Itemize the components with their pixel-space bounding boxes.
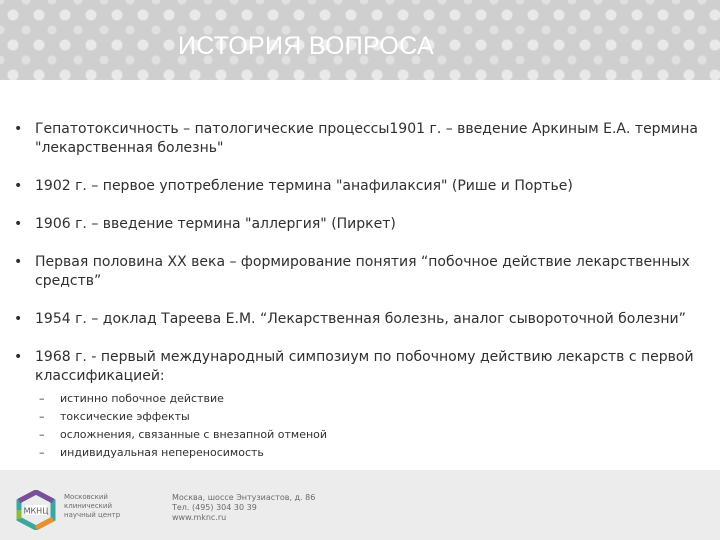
- sub-bullet-marker: –: [39, 410, 45, 423]
- list-item: [10, 120, 700, 158]
- sub-item-text: токсические эффекты: [60, 410, 190, 423]
- contact-info: [172, 493, 315, 523]
- sub-list-item: [35, 408, 700, 426]
- logo-line: Московский: [64, 493, 108, 501]
- bullet-marker: •: [14, 254, 23, 270]
- bullet-list: [10, 120, 700, 481]
- bullet-text: Первая половина XX века – формирование понятия “побочное действие лекарственных средств”: [35, 254, 690, 289]
- sub-list: [35, 390, 700, 462]
- sub-bullet-marker: –: [39, 428, 45, 441]
- logo-org-name: [64, 493, 154, 520]
- bullet-marker: •: [14, 349, 23, 365]
- sub-item-text: истинно побочное действие: [60, 392, 224, 405]
- list-item: [10, 215, 700, 234]
- list-item: [10, 348, 700, 462]
- bullet-text: Гепатотоксичность – патологические процессы1901 г. – введение Аркиным Е.А. термина "лекарственная болезнь": [35, 121, 698, 156]
- contact-website: www.mknc.ru: [172, 513, 227, 522]
- bullet-marker: •: [14, 216, 23, 232]
- logo-abbr: МКНЦ: [23, 506, 49, 516]
- contact-phone: Тел. (495) 304 30 39: [172, 503, 257, 512]
- sub-list-item: [35, 444, 700, 462]
- bullet-marker: •: [14, 311, 23, 327]
- bullet-text: 1902 г. – первое употребление термина "анафилаксия" (Рише и Портье): [35, 178, 573, 194]
- bullet-text: 1968 г. - первый международный симпозиум по побочному действию лекарств с первой классификацией:: [35, 349, 694, 384]
- logo-hexagon-orange: [36, 519, 53, 528]
- bullet-marker: •: [14, 121, 23, 137]
- header-band: [0, 0, 720, 80]
- mknc-logo-icon: [14, 490, 58, 530]
- sub-item-text: индивидуальная непереносимость: [60, 446, 264, 459]
- sub-item-text: осложнения, связанные с внезапной отменой: [60, 428, 328, 441]
- bullet-text: 1906 г. – введение термина "аллергия" (Пиркет): [35, 216, 396, 232]
- contact-address: Москва, шоссе Энтузиастов, д. 86: [172, 493, 316, 502]
- bullet-text: 1954 г. – доклад Тареева Е.М. “Лекарственная болезнь, аналог сывороточной болезни”: [35, 311, 686, 327]
- list-item: [10, 310, 700, 329]
- logo-hexagon-top: [19, 492, 53, 501]
- sub-list-item: [35, 426, 700, 444]
- list-item: [10, 177, 700, 196]
- logo-line: клинический: [64, 502, 112, 510]
- bullet-marker: •: [14, 178, 23, 194]
- sub-bullet-marker: –: [39, 392, 45, 405]
- sub-list-item: [35, 390, 700, 408]
- list-item: [10, 253, 700, 291]
- sub-bullet-marker: –: [39, 446, 45, 459]
- logo-line: научный центр: [64, 511, 121, 519]
- slide-title: ИСТОРИЯ ВОПРОСА: [178, 32, 434, 60]
